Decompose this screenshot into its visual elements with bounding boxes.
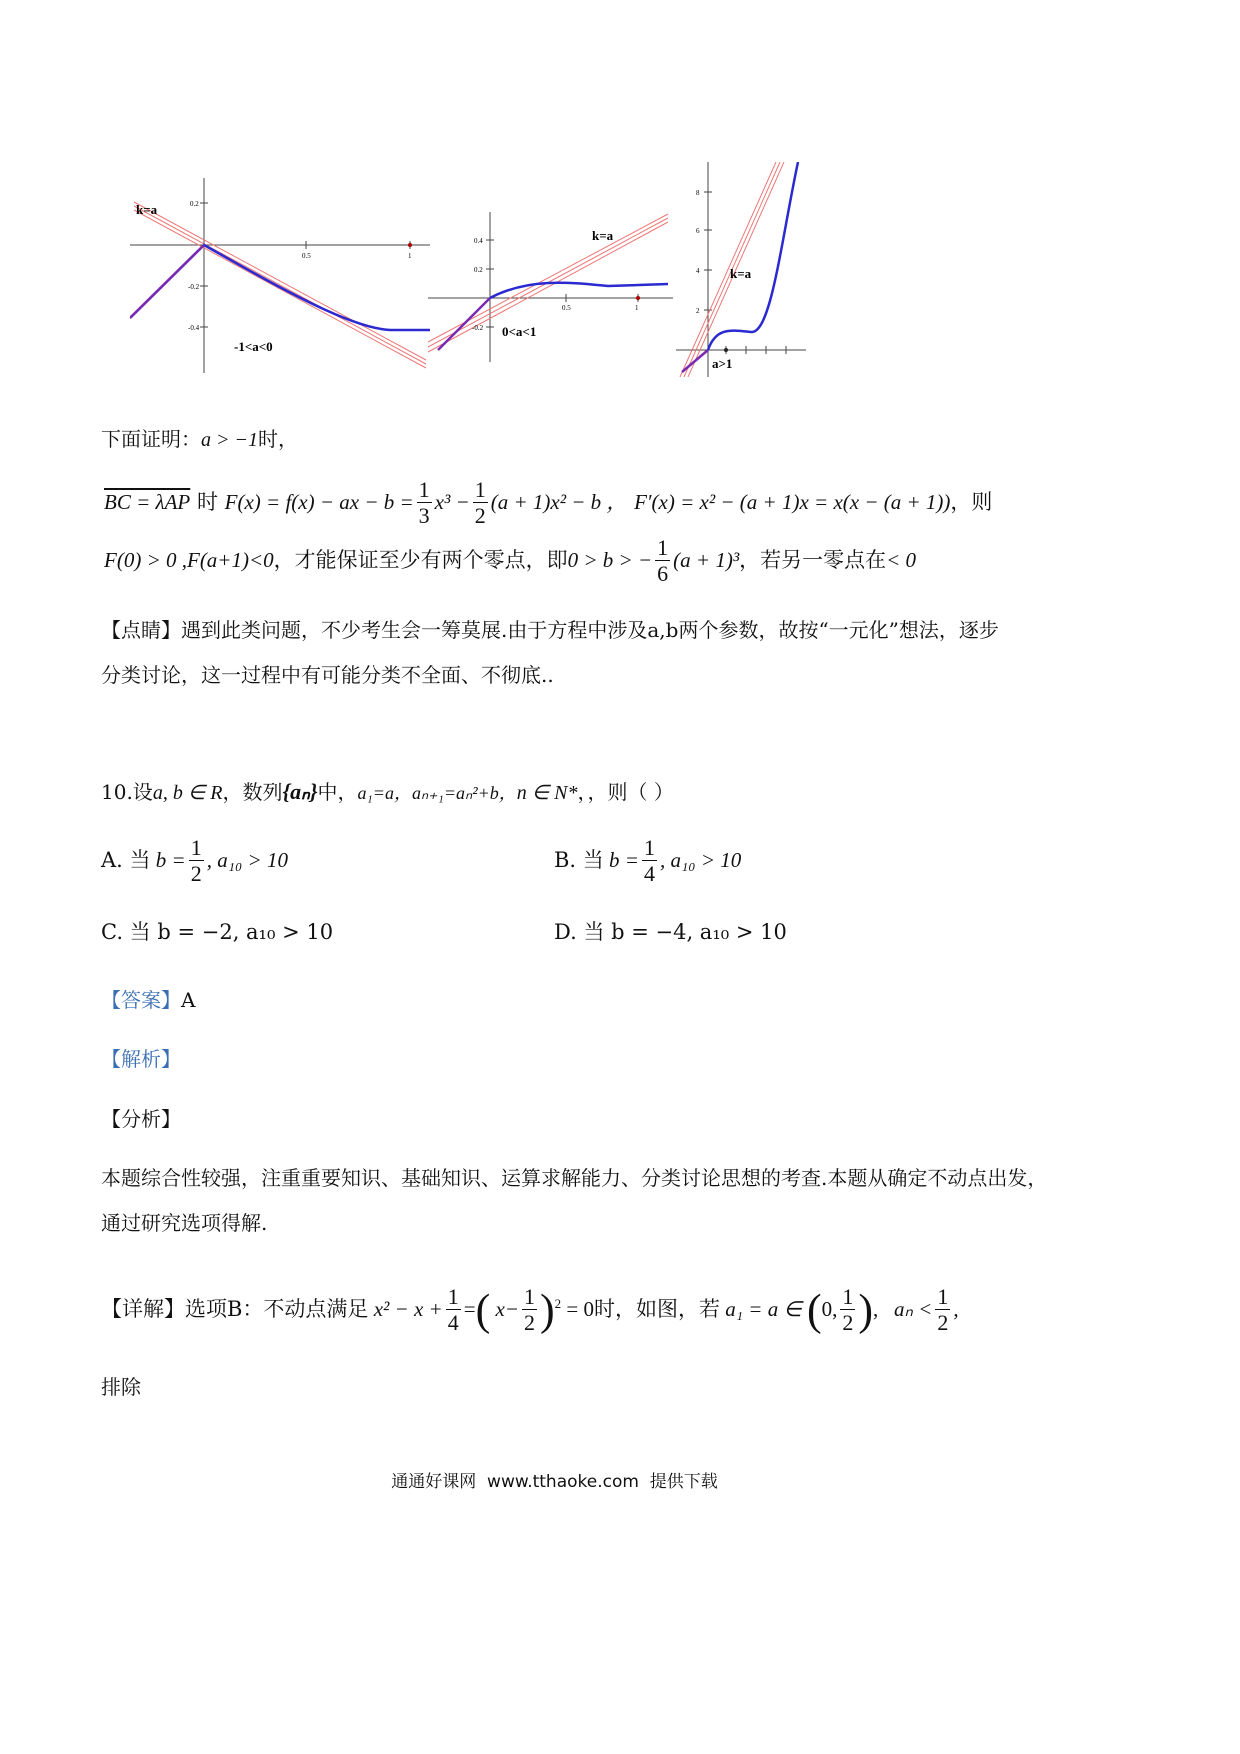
graph1-case-label: -1<a<0 (234, 339, 273, 354)
sequence-label: ，数列 (222, 780, 283, 804)
graph3-tick-label: 6 (696, 227, 700, 235)
ab-in-R: a, b ∈ R (152, 782, 223, 804)
analysis-body-2: 通过研究选项得解. (101, 1211, 268, 1235)
F-sign-conditions: F(0) > 0 ,F(a+1)<0 (104, 548, 274, 572)
graph3-case-label: a>1 (712, 356, 733, 371)
option-d[interactable]: D. 当 b = −4, a₁₀ > 10 (554, 920, 787, 944)
note-line-2: 分类讨论，这一过程中有可能分类不全面、不彻底.. (101, 663, 554, 687)
recurrence: a₁=a，aₙ₊₁=aₙ²+b， (357, 783, 517, 803)
graph2-tick-label: -0.2 (472, 324, 484, 332)
graph2-tick-label: 0.2 (474, 266, 483, 274)
proof-intro-end: 时， (258, 427, 298, 451)
option-a-rest: , a₁₀ > 10 (206, 848, 288, 872)
x-cubed-term: x³ − (434, 490, 470, 514)
graph3-k-label: k=a (730, 266, 752, 281)
proof-line2-other-zero: ，若另一零点在 (739, 548, 887, 572)
fraction-one-half: $\frac{1}{2}$ (523, 1284, 535, 1335)
quadratic-term: (a + 1)x² − b ， (490, 490, 628, 514)
proof-line-2 (104, 536, 916, 587)
question-tail: ，，则（ ） (577, 780, 674, 804)
graph-neg1-a-0 (130, 178, 430, 373)
graph-0-a-1 (428, 212, 673, 362)
graph2-tick-label: 0.4 (474, 237, 483, 245)
fraction-one-half: $\frac{1}{2}$ (937, 1284, 949, 1335)
graph2-tick-label: 0.5 (562, 304, 571, 312)
analysis-body-1: 本题综合性较强，注重重要知识、基础知识、运算求解能力、分类讨论思想的考查.本题从确定不动点出发， (101, 1166, 1048, 1190)
answer-value: A (181, 988, 196, 1012)
fraction-one-half: $\frac{1}{2}$ (190, 835, 202, 886)
F-definition: F(x) = f(x) − ax − b = (224, 490, 414, 514)
option-b-rest: , a₁₀ > 10 (659, 848, 742, 872)
graph-a-gt-1 (676, 162, 811, 377)
graph3-tick-label: 2 (696, 307, 700, 315)
graph2-case-label: 0<a<1 (502, 324, 537, 339)
graph1-tick-label: -0.2 (188, 283, 200, 291)
proof-line2-text: ，才能保证至少有两个零点，即 (273, 548, 568, 572)
graph1-k-label: k=a (136, 202, 158, 217)
detail-middle: 时，如图，若 (593, 1297, 720, 1321)
proof-line-1 (104, 478, 992, 529)
b-range: 0 > b > − (567, 548, 653, 572)
fenxi-heading: 【分析】 (101, 1107, 181, 1131)
note-line-1: 【点睛】遇到此类问题，不少考生会一筹莫展.由于方程中涉及a,b两个参数，故按“一元化”想法，逐步 (101, 618, 999, 642)
proof-line1-then: ，则 (950, 490, 993, 514)
fraction-one-third: $\frac{1}{3}$ (418, 477, 430, 528)
proof-intro (101, 425, 298, 454)
graph2-tick-label: 1 (635, 304, 639, 312)
detail-prefix: 【详解】选项B：不动点满足 (101, 1297, 369, 1321)
n-in-N: n ∈ N* (516, 782, 578, 804)
option-a-prefix: A. 当 (101, 848, 151, 872)
graph1-tick-label: 1 (408, 252, 412, 260)
option-a[interactable]: A. 当 b = $\frac{1}{2}$ , a₁₀ > 10 (101, 835, 288, 886)
cube-term: (a + 1)³ (673, 548, 740, 572)
option-c[interactable]: C. 当 b = −2, a₁₀ > 10 (101, 920, 334, 944)
graph3-tick-label: 8 (696, 189, 700, 197)
graph1-tick-label: 0.2 (190, 200, 199, 208)
fraction-one-half: $\frac{1}{2}$ (474, 477, 486, 528)
answer-label: 【答案】 (101, 988, 181, 1012)
less-than-zero: < 0 (886, 548, 917, 572)
graph1-tick-label: -0.4 (188, 324, 200, 332)
page-footer: 通通好课网 www.tthaoke.com 提供下载 (391, 1472, 718, 1492)
fraction-one-half: $\frac{1}{2}$ (842, 1284, 854, 1335)
graph3-tick-label: 4 (696, 267, 700, 275)
detail-line: 【详解】选项B：不动点满足 x² − x + $\frac{1}{4}$ =( x− $\frac{1}{2}$ )$^2$ = 0时，如图，若 a₁ = a ∈ (0, $\frac{1}{2}$ ), aₙ < $\frac{1}{2}$ , (101, 1284, 959, 1335)
question-number: 10.设 (101, 780, 153, 804)
option-b-prefix: B. 当 (554, 848, 604, 872)
graph2-k-label: k=a (592, 228, 614, 243)
sequence-symbol: {aₙ} (282, 779, 318, 804)
vector-equation: BC = λAP (104, 490, 191, 514)
proof-line1-when: 时 (196, 490, 218, 514)
answer-line (101, 986, 195, 1014)
question-stem (101, 778, 674, 807)
proof-intro-condition: a > −1 (201, 429, 258, 451)
F-derivative: F′(x) = x² − (a + 1)x = x(x − (a + 1)) (634, 490, 951, 514)
fraction-one-sixth: $\frac{1}{6}$ (657, 535, 669, 586)
option-b[interactable]: B. 当 b = $\frac{1}{4}$ , a₁₀ > 10 (554, 835, 742, 886)
question-middle: 中， (317, 780, 358, 804)
exclude-text: 排除 (101, 1375, 141, 1399)
graph1-tick-label: 0.5 (302, 252, 311, 260)
fraction-one-quarter: $\frac{1}{4}$ (643, 835, 655, 886)
analysis-heading: 【解析】 (101, 1047, 181, 1071)
proof-intro-text: 下面证明： (101, 427, 201, 451)
fraction-one-quarter: $\frac{1}{4}$ (447, 1284, 459, 1335)
